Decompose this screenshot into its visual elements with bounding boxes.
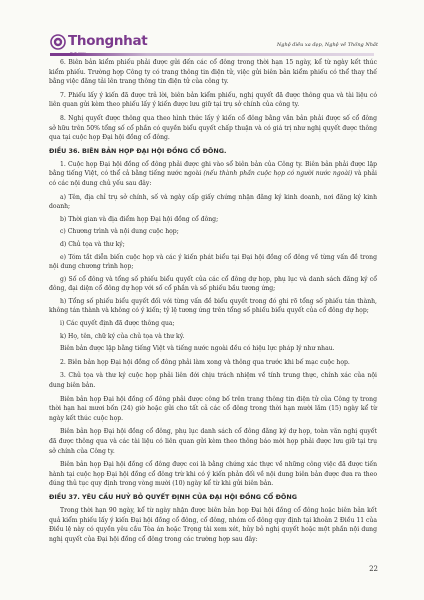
paragraph: 7. Phiếu lấy ý kiến đã được trả lời, biên bản kiểm phiếu, nghị quyết đã được thông qua và tài liệu có liên quan gửi kèm theo phiếu lấy ý kiến được lưu giữ tại trụ sở chính của công ty.: [49, 91, 377, 109]
page-number: 22: [369, 565, 378, 573]
paragraph: Trong thời hạn 90 ngày, kể từ ngày nhận được biên bản họp Đại hội đồng cổ đông hoặc biên bản kết quả kiểm phiếu lấy ý kiến Đại hội đồng cổ đông, cổ đông, nhóm cổ đông quy định tại khoản 2 Điều 11 của Điều lệ này có quyền yêu cầu Tòa án hoặc Trọng tài xem xét, hủy bỏ nghị quyết hoặc một phần nội dung nghị quyết của Đại hội đồng cổ đông trong các trường hợp sau đây:: [49, 506, 377, 543]
company-logo: [50, 33, 147, 51]
paragraph: Biên bản họp Đại hội đồng cổ đông phải được công bố trên trang thông tin điện tử của Công ty trong thời hạn hai mươi bốn (24) giờ hoặc gửi cho tất cả các cổ đông trong thời hạn mười lăm (15) ngày kể từ ngày kết thúc cuộc họp.: [49, 395, 377, 422]
list-item: i) Các quyết định đã được thông qua;: [60, 320, 175, 328]
paragraph: 8. Nghị quyết được thông qua theo hình thức lấy ý kiến cổ đông bằng văn bản phải được số cổ đông sở hữu trên 50% tổng số cổ phần có quyền biểu quyết chấp thuận và có giá trị như nghị quyết được thông qua tại cuộc họp Đại hội đồng cổ đông.: [49, 114, 377, 142]
list-item: c) Chương trình và nội dung cuộc họp;: [60, 228, 179, 236]
paragraph: 2. Biên bản họp Đại hội đồng cổ đông phải làm xong và thông qua trước khi bế mạc cuộc họp.: [60, 358, 350, 366]
paragraph: 3. Chủ tọa và thư ký cuộc họp phải liên đới chịu trách nhiệm về tính trung thực, chính xác của nội dung biên bản.: [49, 372, 377, 390]
section-heading-article-36: ĐIỀU 36. BIÊN BẢN HỌP ĐẠI HỘI ĐỒNG CỔ ĐÔNG.: [49, 146, 227, 155]
list-item: d) Chủ tọa và thư ký;: [60, 240, 125, 248]
section-heading-article-37: ĐIỀU 37. YÊU CẦU HUỶ BỎ QUYẾT ĐỊNH CỦA ĐẠI HỘI ĐỒNG CỔ ĐÔNG: [49, 492, 297, 501]
page-header: [0, 0, 424, 60]
paragraph: Biên bản họp Đại hội đồng cổ đông, phụ lục danh sách cổ đông đăng ký dự họp, toàn văn nghị quyết đã được thông qua và các tài liệu có liên quan gửi kèm theo thông báo mời họp phải được lưu giữ tại trụ sở chính của Công ty.: [49, 428, 377, 455]
header-divider: [50, 53, 374, 56]
logo-text: Thongnhat: [68, 33, 148, 50]
list-item: a) Tên, địa chỉ trụ sở chính, số và ngày cấp giấy chứng nhận đăng ký kinh doanh, nơi đăng ký kinh doanh;: [49, 193, 377, 211]
list-item: h) Tổng số phiếu biểu quyết đối với từng vấn đề biểu quyết trong đó ghi rõ tổng số phiếu tán thành, không tán thành và không có ý kiến; tỷ lệ tương ứng trên tổng số phiếu biểu quyết của cổ đông dự họp;: [49, 297, 377, 315]
list-item: k) Họ, tên, chữ ký của chủ tọa và thư ký.: [60, 332, 185, 340]
paragraph: 1. Cuộc họp Đại hội đồng cổ đông phải được ghi vào sổ biên bản của Công ty. Biên bản phải được lập bằng tiếng Việt, có thể cả bằng tiếng nước ngoài (nếu thành phần cuộc họp có người nước ngoài) và phải có các nội dung chủ yếu sau đây:: [49, 160, 378, 187]
paragraph: Biên bản họp Đại hội đồng cổ đông được coi là bằng chứng xác thực về những công việc đã được tiến hành tại cuộc họp Đại hội đồng cổ đông trừ khi có ý kiến phản đối về nội dung biên bản được đưa ra theo đúng thủ tục quy định trong vòng mười (10) ngày kể từ khi gửi biên bản.: [49, 461, 377, 488]
header-tagline: Nghệ điều xa đẹp, Nghệ về Thống Nhất: [276, 42, 378, 48]
logo-emblem-icon: [50, 34, 66, 50]
paragraph: 6. Biên bản kiểm phiếu phải được gửi đến các cổ đông trong thời hạn 15 ngày, kể từ ngày kết thúc kiểm phiếu. Trường hợp Công ty có trang thông tin điện tử, việc gửi biên bản kiểm phiếu có thể thay thế bằng việc đăng tải lên trang thông tin điện tử của công ty.: [49, 59, 377, 86]
list-item: b) Thời gian và địa điểm họp Đại hội đồng cổ đông;: [60, 215, 219, 223]
document-body: [49, 58, 377, 548]
list-item: g) Số cổ đông và tổng số phiếu biểu quyết của các cổ đông dự họp, phụ lục và danh sách đăng ký cổ đông, đại diện cổ đông dự họp với số cổ phần và số phiếu bầu tương ứng;: [49, 275, 377, 293]
list-item: e) Tóm tắt diễn biến cuộc họp và các ý kiến phát biểu tại Đại hội đồng cổ đông về từng vấn đề trong nội dung chương trình họp;: [49, 253, 377, 271]
paragraph: Biên bản được lập bằng tiếng Việt và tiếng nước ngoài đều có hiệu lực pháp lý như nhau.: [60, 345, 335, 353]
